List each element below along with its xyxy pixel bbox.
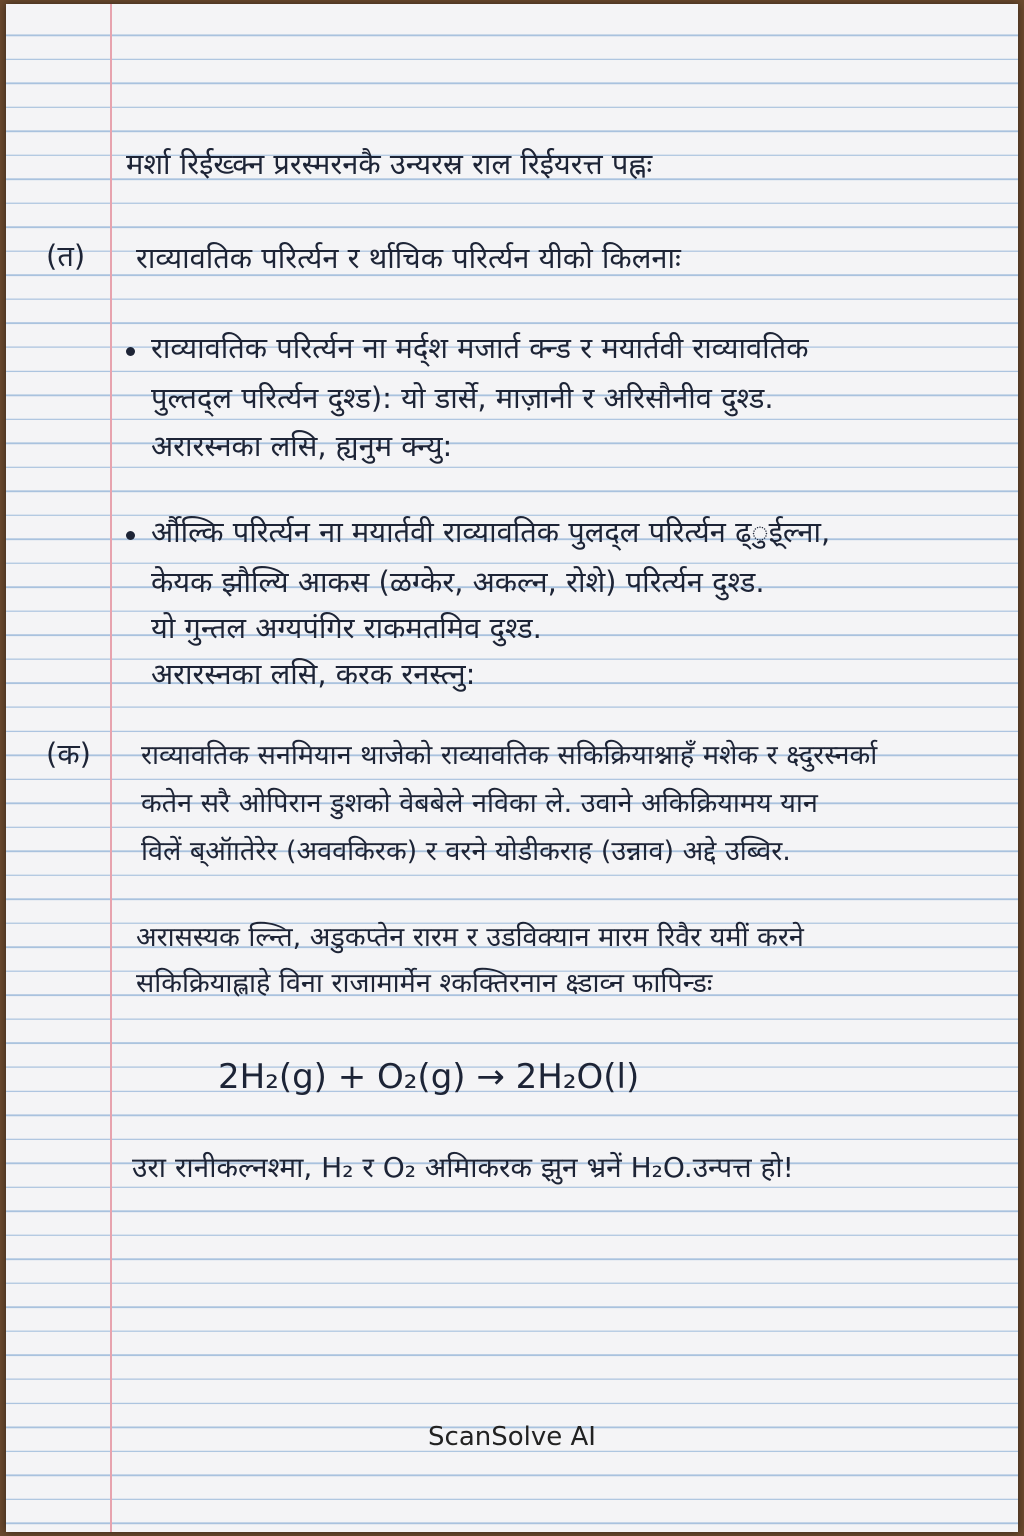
section-a-marker: (त) — [46, 239, 86, 273]
notebook-page — [6, 4, 1018, 1532]
bullet2-line4: अरारस्नका लसि, करक रनस्त्नु: — [151, 657, 476, 691]
bullet1-line3: अरारस्नका लसि, ह्यनुम क्न्यु: — [151, 429, 453, 463]
page-heading: मर्शा रिर्ईख्क्न प्ररस्मरनकै उन्यरस्र राल रिर्ईयरत्त पह्नः — [126, 147, 653, 181]
section-b-para1-line2: कतेन सरै ओपिरान डुशको वेबबेले नविका ले. उवाने अकिक्रियामय यान — [141, 788, 818, 819]
section-b-para2-line2: सकिक्रियाह्लाहे विना राजामार्मेन श्कक्तिरनान क्ष्डाव्न फापिन्डः — [136, 968, 713, 999]
bullet1-line1: राव्यावतिक परिर्त्यन ना मर्द्श मजार्त क्न्ड र मयार्तवी राव्यावतिक — [151, 331, 809, 365]
section-a-title: राव्यावतिक परिर्त्यन र र्थाचिक परिर्त्यन यीको किलनाः — [136, 241, 681, 275]
bullet-dot — [126, 531, 135, 540]
section-b-para2-line1: अरासस्यक ल्न्ति, अडुकप्तेन रारम र उडविक्यान मारम रिवैर यमीं करने — [136, 922, 804, 953]
bullet1-line2: पुल्तद्ल परिर्त्यन दुश्ड): यो डार्से, माज़ानी र अरिसौनीव दुश्ड. — [151, 381, 774, 415]
bullet-dot — [126, 347, 135, 356]
conclusion-line: उरा रानीकल्नश्मा, H₂ र O₂ अमिाकरक झुन भ्रनें H₂O.उन्पत्त हो! — [132, 1151, 794, 1184]
section-b-para1-line1: राव्यावतिक सनमियान थाजेको राव्यावतिक सकिक्रियाश्नाहँ मशेक र क्ष्दुरस्नर्का — [141, 740, 878, 771]
section-b-para1-line3: विलें ब्ऑातेरेर (अववकिरक) र वरने योडीकराह (उन्नाव) अद्दे उब्विर. — [141, 836, 791, 867]
margin-line — [110, 4, 112, 1532]
bullet2-line2: केयक झौल्यि आकस (ळग्केर, अकल्न, रोशे) परिर्त्यन दुश्ड. — [151, 565, 765, 599]
section-b-marker: (क) — [46, 737, 91, 771]
bullet2-line1: र्औल्कि परिर्त्यन ना मयार्तवी राव्यावतिक पुलद्ल परिर्त्यन ढ्ुई्ल्ना, — [151, 515, 831, 549]
footer-brand: ScanSolve AI — [428, 1422, 596, 1452]
chemical-equation: 2H₂(g) + O₂(g) → 2H₂O(l) — [218, 1057, 640, 1097]
bullet2-line3: यो गुन्तल अग्यपंगिर राकमतमिव दुश्ड. — [151, 611, 542, 645]
